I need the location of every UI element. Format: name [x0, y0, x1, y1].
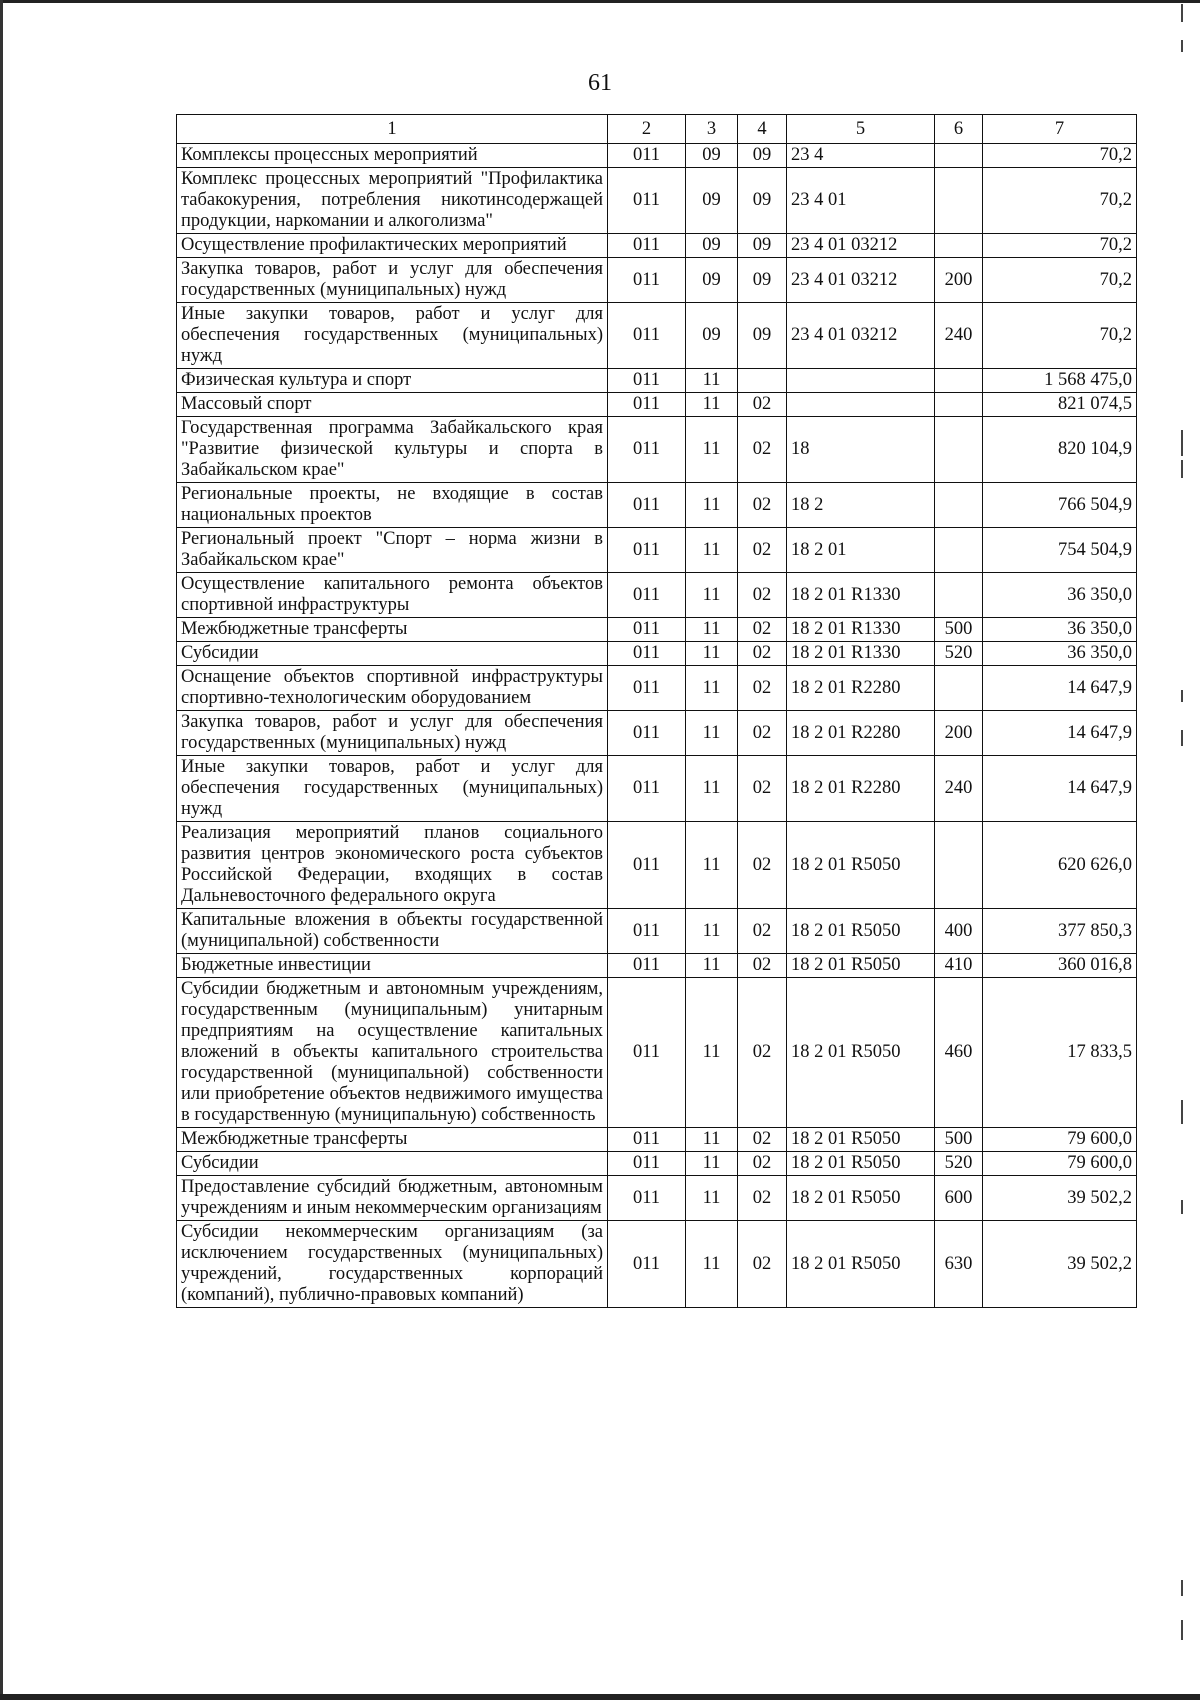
target-article-cell: 18 2 01 R5050 — [787, 978, 935, 1128]
amount-cell: 39 502,2 — [983, 1176, 1137, 1221]
amount-cell: 70,2 — [983, 144, 1137, 168]
chapter-code-cell: 11 — [686, 666, 738, 711]
section-code-cell: 011 — [608, 642, 686, 666]
amount-cell: 821 074,5 — [983, 393, 1137, 417]
table-row — [177, 756, 1137, 822]
table-row — [177, 393, 1137, 417]
scan-margin-marks — [1178, 0, 1188, 1700]
chapter-code-cell: 11 — [686, 1221, 738, 1308]
row-name-cell: Государственная программа Забайкальского края "Развитие физической культуры и спорта в Забайкальском крае" — [177, 417, 608, 483]
target-article-cell: 18 2 01 R5050 — [787, 1221, 935, 1308]
subchapter-code-cell: 02 — [738, 711, 787, 756]
target-article-cell: 18 2 01 R5050 — [787, 1152, 935, 1176]
chapter-code-cell: 09 — [686, 258, 738, 303]
section-code-cell: 011 — [608, 417, 686, 483]
target-article-cell: 18 2 01 R1330 — [787, 618, 935, 642]
amount-cell: 14 647,9 — [983, 666, 1137, 711]
section-code-cell: 011 — [608, 954, 686, 978]
expense-type-cell — [935, 666, 983, 711]
expense-type-cell: 460 — [935, 978, 983, 1128]
chapter-code-cell: 11 — [686, 909, 738, 954]
target-article-cell: 18 — [787, 417, 935, 483]
subchapter-code-cell: 02 — [738, 483, 787, 528]
chapter-code-cell: 11 — [686, 1152, 738, 1176]
row-name-cell: Закупка товаров, работ и услуг для обеспечения государственных (муниципальных) нужд — [177, 258, 608, 303]
row-name-cell: Межбюджетные трансферты — [177, 1128, 608, 1152]
chapter-code-cell: 11 — [686, 393, 738, 417]
subchapter-code-cell: 02 — [738, 666, 787, 711]
row-name-cell: Субсидии некоммерческим организациям (за исключением государственных (муниципальных) учреждений, государственных корпораций (компаний), публично-правовых компаний) — [177, 1221, 608, 1308]
target-article-cell: 23 4 01 03212 — [787, 303, 935, 369]
amount-cell: 17 833,5 — [983, 978, 1137, 1128]
column-header: 3 — [686, 115, 738, 144]
target-article-cell: 18 2 01 R5050 — [787, 1176, 935, 1221]
table-row — [177, 954, 1137, 978]
section-code-cell: 011 — [608, 303, 686, 369]
chapter-code-cell: 11 — [686, 756, 738, 822]
target-article-cell: 23 4 01 — [787, 168, 935, 234]
subchapter-code-cell: 02 — [738, 1221, 787, 1308]
expense-type-cell — [935, 822, 983, 909]
row-name-cell: Бюджетные инвестиции — [177, 954, 608, 978]
row-name-cell: Иные закупки товаров, работ и услуг для обеспечения государственных (муниципальных) нужд — [177, 756, 608, 822]
target-article-cell: 18 2 01 R2280 — [787, 756, 935, 822]
table-row — [177, 909, 1137, 954]
target-article-cell — [787, 369, 935, 393]
subchapter-code-cell: 02 — [738, 417, 787, 483]
subchapter-code-cell: 09 — [738, 258, 787, 303]
target-article-cell: 23 4 01 03212 — [787, 258, 935, 303]
subchapter-code-cell: 02 — [738, 909, 787, 954]
table-row — [177, 303, 1137, 369]
table-row — [177, 1221, 1137, 1308]
chapter-code-cell: 09 — [686, 303, 738, 369]
expense-type-cell — [935, 483, 983, 528]
expense-type-cell — [935, 417, 983, 483]
expense-type-cell: 200 — [935, 258, 983, 303]
target-article-cell: 23 4 01 03212 — [787, 234, 935, 258]
target-article-cell: 18 2 01 R5050 — [787, 1128, 935, 1152]
row-name-cell: Региональный проект "Спорт – норма жизни в Забайкальском крае" — [177, 528, 608, 573]
amount-cell: 377 850,3 — [983, 909, 1137, 954]
table-row — [177, 369, 1137, 393]
target-article-cell — [787, 393, 935, 417]
subchapter-code-cell: 02 — [738, 978, 787, 1128]
table-row — [177, 666, 1137, 711]
section-code-cell: 011 — [608, 393, 686, 417]
expense-type-cell — [935, 234, 983, 258]
row-name-cell: Комплексы процессных мероприятий — [177, 144, 608, 168]
chapter-code-cell: 11 — [686, 369, 738, 393]
subchapter-code-cell: 02 — [738, 954, 787, 978]
expense-type-cell: 520 — [935, 642, 983, 666]
expense-type-cell: 500 — [935, 1128, 983, 1152]
amount-cell: 70,2 — [983, 168, 1137, 234]
expense-type-cell — [935, 369, 983, 393]
table-row — [177, 168, 1137, 234]
subchapter-code-cell: 02 — [738, 756, 787, 822]
expense-type-cell — [935, 168, 983, 234]
section-code-cell: 011 — [608, 618, 686, 642]
target-article-cell: 18 2 01 R5050 — [787, 822, 935, 909]
page-number: 61 — [588, 70, 612, 96]
expense-type-cell: 200 — [935, 711, 983, 756]
expense-type-cell: 410 — [935, 954, 983, 978]
chapter-code-cell: 11 — [686, 711, 738, 756]
subchapter-code-cell: 02 — [738, 642, 787, 666]
row-name-cell: Межбюджетные трансферты — [177, 618, 608, 642]
target-article-cell: 18 2 01 R1330 — [787, 573, 935, 618]
column-header: 2 — [608, 115, 686, 144]
row-name-cell: Региональные проекты, не входящие в состав национальных проектов — [177, 483, 608, 528]
row-name-cell: Закупка товаров, работ и услуг для обеспечения государственных (муниципальных) нужд — [177, 711, 608, 756]
row-name-cell: Осуществление профилактических мероприятий — [177, 234, 608, 258]
scan-border-left — [0, 0, 3, 1700]
subchapter-code-cell: 02 — [738, 1128, 787, 1152]
scan-border-bottom — [0, 1694, 1200, 1700]
target-article-cell: 23 4 — [787, 144, 935, 168]
target-article-cell: 18 2 01 R2280 — [787, 711, 935, 756]
section-code-cell: 011 — [608, 666, 686, 711]
target-article-cell: 18 2 01 R2280 — [787, 666, 935, 711]
section-code-cell: 011 — [608, 234, 686, 258]
amount-cell: 620 626,0 — [983, 822, 1137, 909]
chapter-code-cell: 11 — [686, 642, 738, 666]
chapter-code-cell: 11 — [686, 483, 738, 528]
table-row — [177, 234, 1137, 258]
chapter-code-cell: 09 — [686, 234, 738, 258]
expense-type-cell: 600 — [935, 1176, 983, 1221]
target-article-cell: 18 2 01 — [787, 528, 935, 573]
table-row — [177, 144, 1137, 168]
row-name-cell: Иные закупки товаров, работ и услуг для обеспечения государственных (муниципальных) нужд — [177, 303, 608, 369]
section-code-cell: 011 — [608, 1221, 686, 1308]
row-name-cell: Субсидии бюджетным и автономным учреждениям, государственным (муниципальным) унитарным предприятиям на осуществление капитальных вложений в объекты капитального строительства государственной (муниципальной) собственности или приобретение объектов недвижимого имущества в государственную (муниципальную) собственность — [177, 978, 608, 1128]
column-header: 4 — [738, 115, 787, 144]
amount-cell: 36 350,0 — [983, 642, 1137, 666]
chapter-code-cell: 11 — [686, 573, 738, 618]
section-code-cell: 011 — [608, 756, 686, 822]
subchapter-code-cell: 09 — [738, 303, 787, 369]
amount-cell: 766 504,9 — [983, 483, 1137, 528]
expense-type-cell: 240 — [935, 756, 983, 822]
subchapter-code-cell — [738, 369, 787, 393]
amount-cell: 820 104,9 — [983, 417, 1137, 483]
chapter-code-cell: 11 — [686, 1176, 738, 1221]
section-code-cell: 011 — [608, 978, 686, 1128]
amount-cell: 70,2 — [983, 234, 1137, 258]
amount-cell: 70,2 — [983, 258, 1137, 303]
table-row — [177, 642, 1137, 666]
chapter-code-cell: 09 — [686, 168, 738, 234]
row-name-cell: Реализация мероприятий планов социального развития центров экономического роста субъектов Российской Федерации, входящих в состав Дальневосточного федерального округа — [177, 822, 608, 909]
target-article-cell: 18 2 01 R5050 — [787, 954, 935, 978]
chapter-code-cell: 11 — [686, 822, 738, 909]
target-article-cell: 18 2 01 R5050 — [787, 909, 935, 954]
table-row — [177, 573, 1137, 618]
row-name-cell: Субсидии — [177, 1152, 608, 1176]
chapter-code-cell: 11 — [686, 978, 738, 1128]
expense-type-cell: 240 — [935, 303, 983, 369]
target-article-cell: 18 2 — [787, 483, 935, 528]
subchapter-code-cell: 02 — [738, 573, 787, 618]
section-code-cell: 011 — [608, 573, 686, 618]
section-code-cell: 011 — [608, 168, 686, 234]
row-name-cell: Физическая культура и спорт — [177, 369, 608, 393]
expense-type-cell: 500 — [935, 618, 983, 642]
chapter-code-cell: 11 — [686, 618, 738, 642]
table-row — [177, 258, 1137, 303]
amount-cell: 39 502,2 — [983, 1221, 1137, 1308]
row-name-cell: Оснащение объектов спортивной инфраструктуры спортивно-технологическим оборудованием — [177, 666, 608, 711]
subchapter-code-cell: 09 — [738, 144, 787, 168]
subchapter-code-cell: 02 — [738, 618, 787, 642]
section-code-cell: 011 — [608, 1176, 686, 1221]
section-code-cell: 011 — [608, 483, 686, 528]
chapter-code-cell: 11 — [686, 954, 738, 978]
row-name-cell: Массовый спорт — [177, 393, 608, 417]
table-row — [177, 528, 1137, 573]
table-row — [177, 483, 1137, 528]
amount-cell: 36 350,0 — [983, 573, 1137, 618]
scan-border-top — [0, 0, 1200, 3]
subchapter-code-cell: 02 — [738, 393, 787, 417]
expense-type-cell: 400 — [935, 909, 983, 954]
section-code-cell: 011 — [608, 822, 686, 909]
chapter-code-cell: 11 — [686, 417, 738, 483]
section-code-cell: 011 — [608, 711, 686, 756]
amount-cell: 14 647,9 — [983, 711, 1137, 756]
subchapter-code-cell: 02 — [738, 1176, 787, 1221]
target-article-cell: 18 2 01 R1330 — [787, 642, 935, 666]
budget-table — [176, 114, 1137, 1308]
row-name-cell: Комплекс процессных мероприятий "Профилактика табакокурения, потребления никотинсодержащей продукции, наркомании и алкоголизма" — [177, 168, 608, 234]
chapter-code-cell: 09 — [686, 144, 738, 168]
expense-type-cell — [935, 573, 983, 618]
row-name-cell: Субсидии — [177, 642, 608, 666]
amount-cell: 360 016,8 — [983, 954, 1137, 978]
section-code-cell: 011 — [608, 909, 686, 954]
column-header: 5 — [787, 115, 935, 144]
table-row — [177, 1152, 1137, 1176]
amount-cell: 36 350,0 — [983, 618, 1137, 642]
amount-cell: 79 600,0 — [983, 1152, 1137, 1176]
subchapter-code-cell: 09 — [738, 234, 787, 258]
expense-type-cell: 520 — [935, 1152, 983, 1176]
amount-cell: 754 504,9 — [983, 528, 1137, 573]
subchapter-code-cell: 09 — [738, 168, 787, 234]
expense-type-cell — [935, 528, 983, 573]
table-row — [177, 1128, 1137, 1152]
expense-type-cell — [935, 144, 983, 168]
row-name-cell: Предоставление субсидий бюджетным, автономным учреждениям и иным некоммерческим организациям — [177, 1176, 608, 1221]
section-code-cell: 011 — [608, 1128, 686, 1152]
amount-cell: 14 647,9 — [983, 756, 1137, 822]
table-row — [177, 417, 1137, 483]
table-row — [177, 1176, 1137, 1221]
table-row — [177, 618, 1137, 642]
section-code-cell: 011 — [608, 369, 686, 393]
table-row — [177, 822, 1137, 909]
table-header-row — [177, 115, 1137, 144]
amount-cell: 79 600,0 — [983, 1128, 1137, 1152]
table-row — [177, 978, 1137, 1128]
chapter-code-cell: 11 — [686, 528, 738, 573]
chapter-code-cell: 11 — [686, 1128, 738, 1152]
subchapter-code-cell: 02 — [738, 822, 787, 909]
subchapter-code-cell: 02 — [738, 1152, 787, 1176]
column-header: 6 — [935, 115, 983, 144]
section-code-cell: 011 — [608, 1152, 686, 1176]
expense-type-cell — [935, 393, 983, 417]
column-header: 1 — [177, 115, 608, 144]
column-header: 7 — [983, 115, 1137, 144]
amount-cell: 1 568 475,0 — [983, 369, 1137, 393]
expense-type-cell: 630 — [935, 1221, 983, 1308]
row-name-cell: Осуществление капитального ремонта объектов спортивной инфраструктуры — [177, 573, 608, 618]
table-row — [177, 711, 1137, 756]
section-code-cell: 011 — [608, 258, 686, 303]
subchapter-code-cell: 02 — [738, 528, 787, 573]
section-code-cell: 011 — [608, 144, 686, 168]
amount-cell: 70,2 — [983, 303, 1137, 369]
row-name-cell: Капитальные вложения в объекты государственной (муниципальной) собственности — [177, 909, 608, 954]
section-code-cell: 011 — [608, 528, 686, 573]
